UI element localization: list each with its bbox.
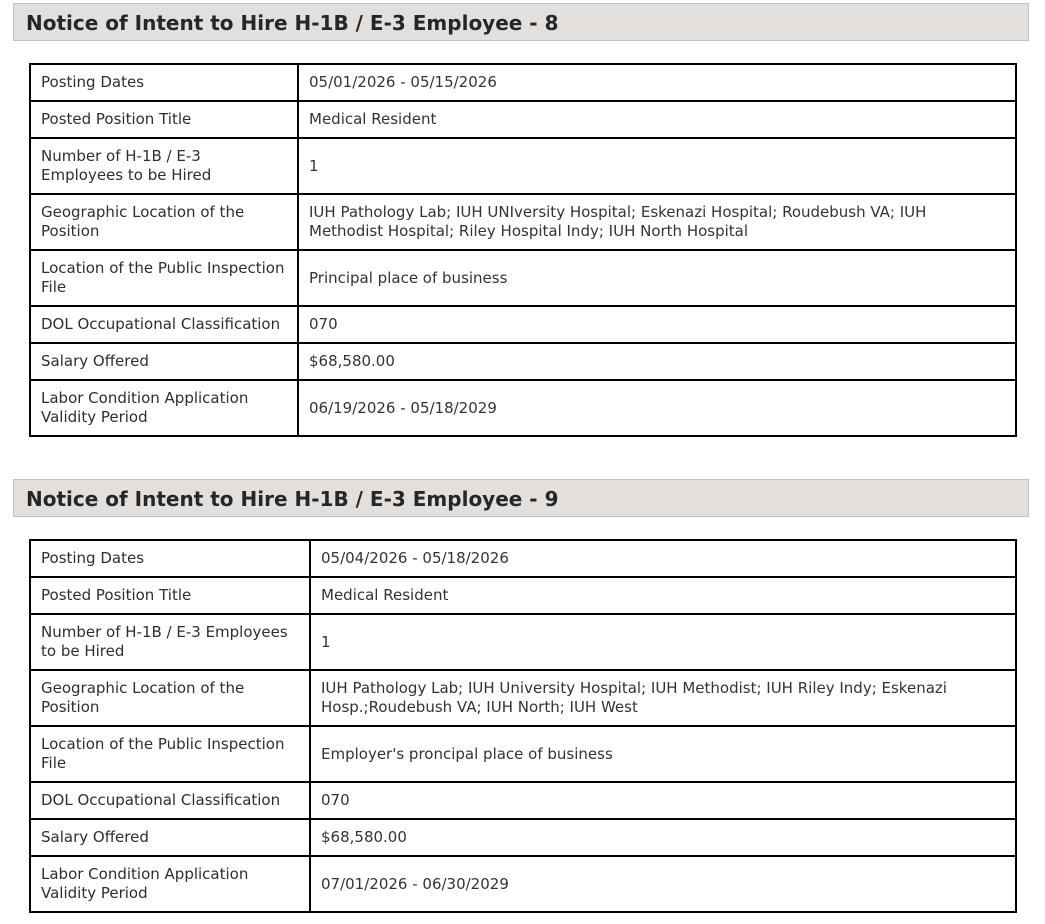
table-row — [30, 726, 1016, 782]
row-value-employees-count: 1 — [298, 138, 1016, 194]
row-label-dol-classification: DOL Occupational Classification — [30, 782, 310, 819]
row-label-validity-period: Labor Condition Application Validity Period — [30, 856, 310, 912]
table-row — [30, 540, 1016, 577]
table-row — [30, 670, 1016, 726]
row-value-geographic-location: IUH Pathology Lab; IUH University Hospital; IUH Methodist; IUH Riley Indy; Eskenazi Hosp.;Roudebush VA; IUH North; IUH West — [310, 670, 1016, 726]
table-row — [30, 614, 1016, 670]
row-label-geographic-location: Geographic Location of the Position — [30, 194, 298, 250]
row-value-salary: $68,580.00 — [310, 819, 1016, 856]
row-label-posting-dates: Posting Dates — [30, 64, 298, 101]
table-row — [30, 343, 1016, 380]
row-label-position-title: Posted Position Title — [30, 577, 310, 614]
notice-table — [29, 63, 1017, 437]
notice-table — [29, 539, 1017, 913]
row-label-salary: Salary Offered — [30, 343, 298, 380]
table-row — [30, 138, 1016, 194]
row-value-posting-dates: 05/04/2026 - 05/18/2026 — [310, 540, 1016, 577]
table-row — [30, 64, 1016, 101]
row-label-dol-classification: DOL Occupational Classification — [30, 306, 298, 343]
row-value-position-title: Medical Resident — [310, 577, 1016, 614]
table-row — [30, 306, 1016, 343]
row-value-dol-classification: 070 — [310, 782, 1016, 819]
notice-title: Notice of Intent to Hire H-1B / E-3 Employee - 8 — [26, 11, 559, 35]
row-value-geographic-location: IUH Pathology Lab; IUH UNIversity Hospital; Eskenazi Hospital; Roudebush VA; IUH Methodist Hospital; Riley Hospital Indy; IUH North Hospital — [298, 194, 1016, 250]
row-label-employees-count: Number of H-1B / E-3 Employees to be Hired — [30, 138, 298, 194]
row-value-validity-period: 07/01/2026 - 06/30/2029 — [310, 856, 1016, 912]
row-value-employees-count: 1 — [310, 614, 1016, 670]
row-value-posting-dates: 05/01/2026 - 05/15/2026 — [298, 64, 1016, 101]
row-label-geographic-location: Geographic Location of the Position — [30, 670, 310, 726]
notice-title: Notice of Intent to Hire H-1B / E-3 Employee - 9 — [26, 487, 559, 511]
table-row — [30, 250, 1016, 306]
row-value-inspection-file: Employer's proncipal place of business — [310, 726, 1016, 782]
notice-header — [13, 3, 1029, 41]
row-label-validity-period: Labor Condition Application Validity Period — [30, 380, 298, 436]
row-value-position-title: Medical Resident — [298, 101, 1016, 138]
row-value-inspection-file: Principal place of business — [298, 250, 1016, 306]
row-label-posting-dates: Posting Dates — [30, 540, 310, 577]
row-label-salary: Salary Offered — [30, 819, 310, 856]
table-row — [30, 782, 1016, 819]
row-label-inspection-file: Location of the Public Inspection File — [30, 250, 298, 306]
row-label-inspection-file: Location of the Public Inspection File — [30, 726, 310, 782]
row-value-dol-classification: 070 — [298, 306, 1016, 343]
table-row — [30, 819, 1016, 856]
row-value-validity-period: 06/19/2026 - 05/18/2029 — [298, 380, 1016, 436]
row-label-position-title: Posted Position Title — [30, 101, 298, 138]
table-row — [30, 577, 1016, 614]
table-row — [30, 101, 1016, 138]
table-row — [30, 194, 1016, 250]
notice-header — [13, 479, 1029, 517]
table-row — [30, 856, 1016, 912]
row-value-salary: $68,580.00 — [298, 343, 1016, 380]
table-row — [30, 380, 1016, 436]
row-label-employees-count: Number of H-1B / E-3 Employees to be Hired — [30, 614, 310, 670]
